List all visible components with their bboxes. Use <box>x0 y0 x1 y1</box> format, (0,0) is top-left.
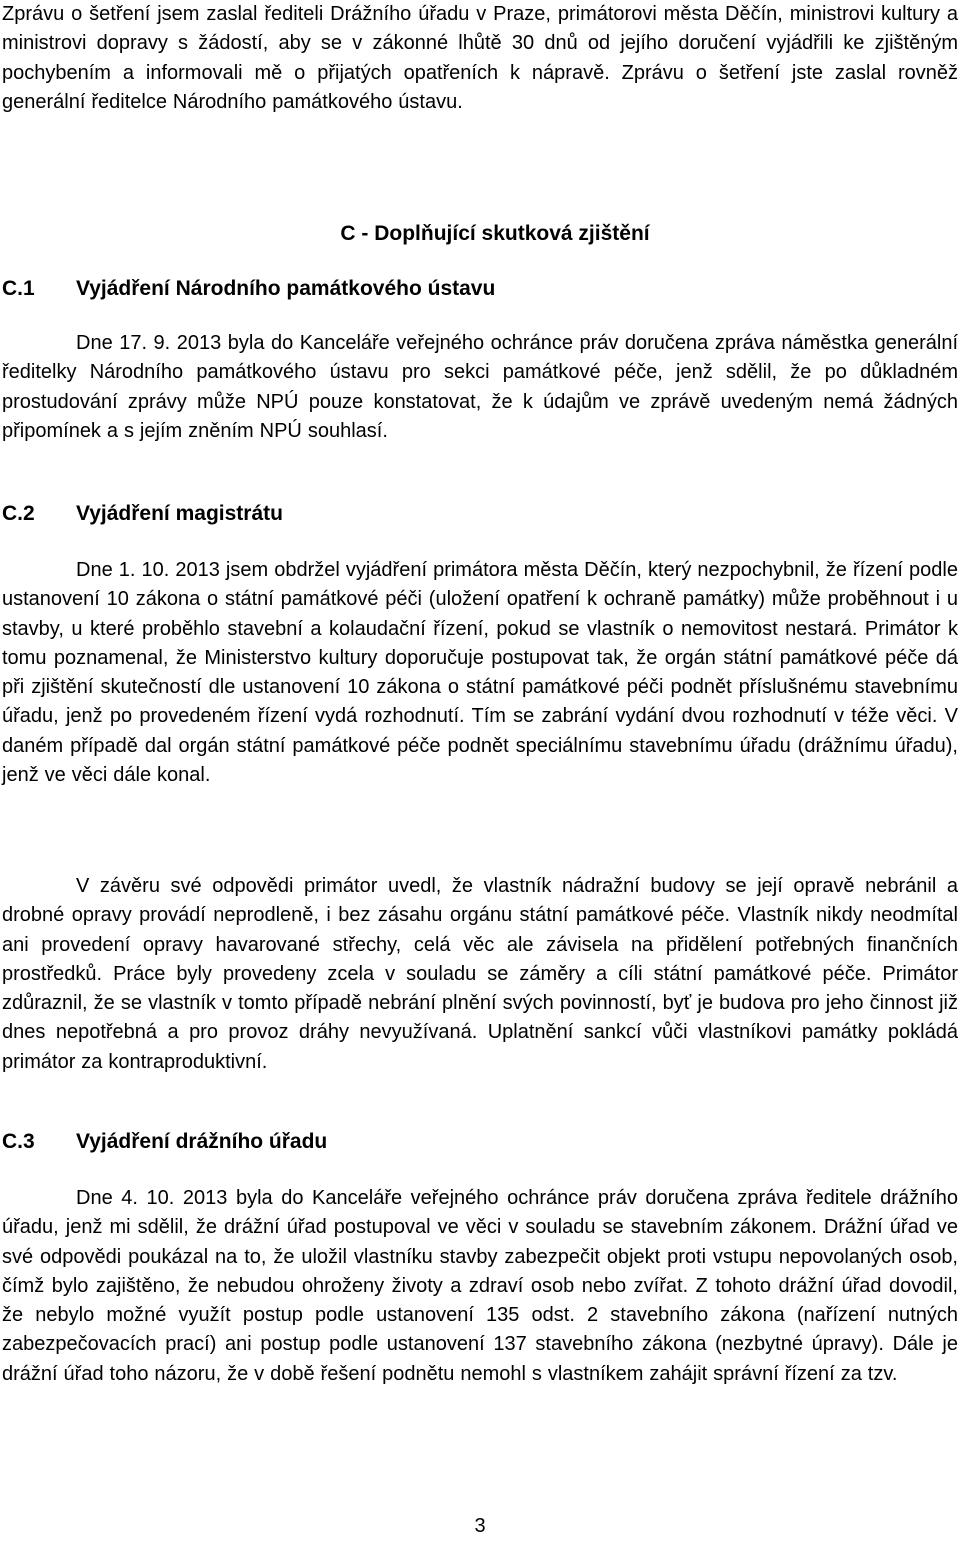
paragraph-report-sent: Zprávu o šetření jsem zaslal řediteli Drážního úřadu v Praze, primátorovi města Děčín, ministrovi kultury a ministrovi dopravy s žádostí, aby se v zákonné lhůtě 30 dnů od jejího doručení vyjádřili ke zjištěným pochybením a informovali mě o přijatých opatřeních k nápravě. Zprávu o šetření jste zaslal rovněž generální ředitelce Národního památkového ústavu. <box>2 3 958 113</box>
subheading-c1-title: Vyjádření Národního památkového ústavu <box>76 277 496 300</box>
section-heading-c: C - Doplňující skutková zjištění <box>340 222 650 245</box>
subheading-c2 <box>2 502 958 526</box>
paragraph-primator-conclusion: V závěru své odpovědi primátor uvedl, že vlastník nádražní budovy se její opravě nebránil a drobné opravy provádí neprodleně, i bez zásahu orgánu státní památkové péče. Vlastník nikdy neodmítal ani provedení opravy havarované střechy, celá věc ale závisela na přidělení potřebných finančních prostředků. Práce byly provedeny zcela v souladu se záměry a cíli státní památkové péče. Primátor zdůraznil, že se vlastník v tomto případě nebrání plnění svých povinností, byť je budova pro jeho činnost již dnes nepotřebná a pro provoz dráhy nevyužívaná. Uplatnění sankcí vůči vlastníkovi památky pokládá primátor za kontraproduktivní. <box>2 875 958 1073</box>
subheading-c3-number: C.3 <box>2 1130 35 1153</box>
subheading-c2-number: C.2 <box>2 502 35 525</box>
subheading-c1 <box>2 277 958 301</box>
paragraph-magistrat-statement: Dne 1. 10. 2013 jsem obdržel vyjádření primátora města Děčín, který nezpochybnil, že řízení podle ustanovení 10 zákona o státní památkové péči (uložení opatření k ochraně památky) může proběhnout i u stavby, u které proběhlo stavební a kolaudační řízení, pokud se vlastník o nemovitost nestará. Primátor k tomu poznamenal, že Ministerstvo kultury doporučuje postupovat tak, že orgán státní památkové péče dá při zjištění skutečností dle ustanovení 10 zákona o státní památkové péči podnět příslušnému stavebnímu úřadu, jenž po provedeném řízení vydá rozhodnutí. Tím se zabrání vydání dvou rozhodnutí v téže věci. V daném případě dal orgán státní památkové péče podnět speciálnímu stavebnímu úřadu (drážnímu úřadu), jenž ve věci dále konal. <box>2 559 958 787</box>
subheading-c1-number: C.1 <box>2 277 35 300</box>
paragraph-npu-statement: Dne 17. 9. 2013 byla do Kanceláře veřejného ochránce práv doručena zpráva náměstka generální ředitelky Národního památkového ústavu pro sekci památkové péče, jenž sdělil, že po důkladném prostudování zprávy může NPÚ pouze konstatovat, že k údajům ve zprávě uvedeným nemá žádných připomínek a s jejím zněním NPÚ souhlasí. <box>2 332 958 442</box>
subheading-c3 <box>2 1130 958 1154</box>
page-number: 3 <box>474 1515 486 1537</box>
subheading-c3-title: Vyjádření drážního úřadu <box>76 1130 328 1153</box>
paragraph-drazni-urad-statement: Dne 4. 10. 2013 byla do Kanceláře veřejného ochránce práv doručena zpráva ředitele drážního úřadu, jenž mi sdělil, že drážní úřad postupoval ve věci v souladu se stavebním zákonem. Drážní úřad ve své odpovědi poukázal na to, že uložil vlastníku stavby zabezpečit objekt proti vstupu nepovolaných osob, čímž bylo zajištěno, že nebudou ohroženy životy a zdraví osob nebo zvířat. Z tohoto drážní úřad dovodil, že nebylo možné využít postup podle ustanovení 135 odst. 2 stavebního zákona (nařízení nutných zabezpečovacích prací) ani postup podle ustanovení 137 stavebního zákona (nezbytné úpravy). Dále je drážní úřad toho názoru, že v době řešení podnětu nemohl s vlastníkem zahájit správní řízení za tzv. <box>2 1187 958 1385</box>
subheading-c2-title: Vyjádření magistrátu <box>76 502 283 525</box>
